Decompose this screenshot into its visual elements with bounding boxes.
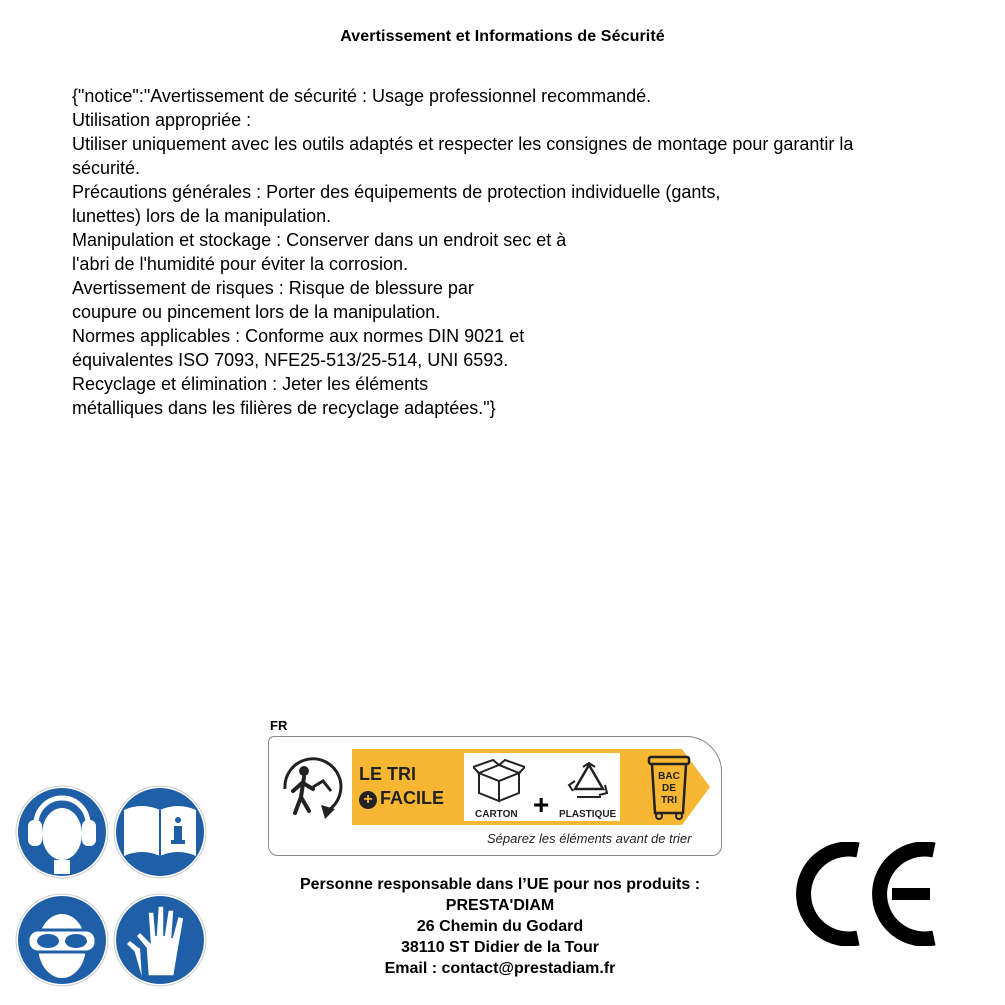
ce-marking-logo — [796, 842, 940, 946]
notice-line: l'abri de l'humidité pour éviter la corrosion. — [72, 254, 409, 274]
carton-label: CARTON — [475, 809, 518, 820]
recycling-frame — [268, 736, 722, 856]
notice-line: Manipulation et stockage : Conserver dans un endroit sec et à — [72, 230, 567, 250]
notice-line: sécurité. — [72, 158, 141, 178]
tri-line2-wrap — [359, 786, 444, 810]
plastique-label: PLASTIQUE — [559, 809, 617, 820]
notice-line: Recyclage et élimination : Jeter les éléments — [72, 374, 429, 394]
document-title: Avertissement et Informations de Sécurité — [340, 28, 665, 45]
tri-line2: FACILE — [380, 788, 445, 808]
city-address: 38110 ST Didier de la Tour — [401, 939, 599, 956]
email-line: Email : contact@prestadiam.fr — [384, 960, 616, 977]
tri-line1: LE TRI — [359, 764, 416, 784]
notice-line: lunettes) lors de la manipulation. — [72, 206, 332, 226]
safety-notice — [72, 84, 972, 420]
plastic-recycle-icon — [565, 761, 613, 805]
carton-box-icon — [473, 759, 525, 805]
bin-text: BAC — [658, 771, 680, 782]
ear-protection-icon — [14, 784, 110, 880]
sort-instruction: Séparez les éléments avant de trier — [487, 831, 692, 846]
responsible-heading: Personne responsable dans l’UE pour nos produits : — [299, 876, 701, 893]
notice-line: équivalentes ISO 7093, NFE25-513/25-514, UNI 6593. — [72, 350, 509, 370]
notice-line: coupure ou pincement lors de la manipulation. — [72, 302, 441, 322]
eye-protection-icon — [14, 892, 110, 988]
notice-line: Avertissement de risques : Risque de blessure par — [72, 278, 474, 298]
street-address: 26 Chemin du Godard — [416, 918, 584, 935]
notice-line: {"notice":"Avertissement de sécurité : Usage professionnel recommandé. — [72, 86, 652, 106]
plus-sign: + — [533, 789, 550, 820]
notice-line: Utiliser uniquement avec les outils adaptés et respecter les consignes de montage pour garantir la — [72, 134, 854, 154]
notice-line: métalliques dans les filières de recyclage adaptées."} — [72, 398, 496, 418]
notice-line: Utilisation appropriée : — [72, 110, 252, 130]
bin-text: TRI — [660, 795, 678, 806]
plus-circle-icon: + — [359, 791, 377, 809]
triman-icon — [277, 749, 347, 825]
recycling-bin-icon — [647, 755, 691, 821]
company-name: PRESTA'DIAM — [445, 897, 555, 914]
hand-protection-icon — [112, 892, 208, 988]
responsible-person-block — [250, 874, 750, 979]
read-manual-icon — [110, 784, 210, 880]
le-tri-facile-text — [359, 762, 444, 810]
notice-line: Précautions générales : Porter des équipements de protection individuelle (gants, — [72, 182, 721, 202]
notice-line: Normes applicables : Conforme aux normes DIN 9021 et — [72, 326, 525, 346]
bin-text: DE — [662, 783, 676, 794]
triman-recycling-label — [268, 718, 728, 858]
country-code: FR — [270, 718, 288, 733]
